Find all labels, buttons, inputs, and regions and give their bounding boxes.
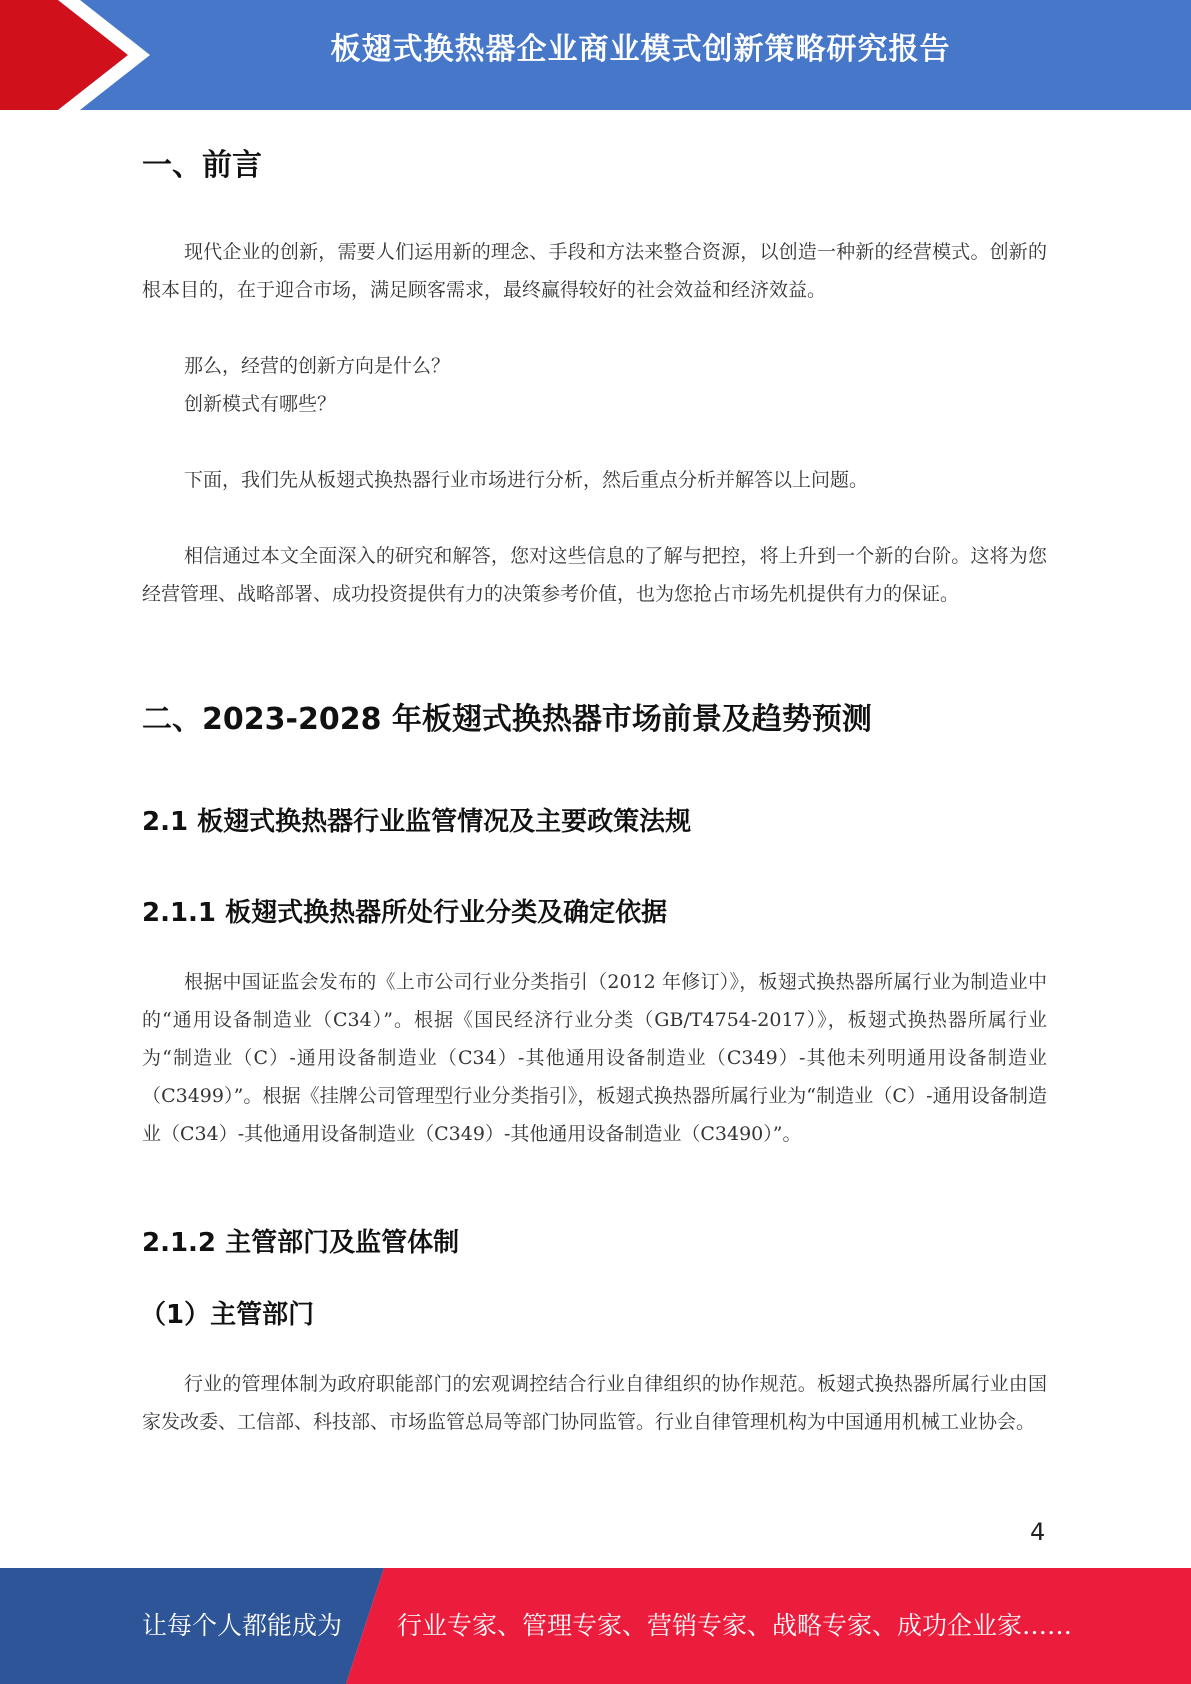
paragraph-preface-2: 下面，我们先从板翅式换热器行业市场进行分析，然后重点分析并解答以上问题。 bbox=[184, 469, 869, 491]
paragraph-sub-1: 行业的管理体制为政府职能部门的宏观调控结合行业自律组织的协作规范。板翅式换热器所属行业由国家发改委、工信部、科技部、市场监管总局等部门协同监管。行业自律管理机构为中国通用机械工业协会。 bbox=[142, 1373, 1047, 1433]
heading-preface: 一、前言 bbox=[142, 148, 262, 183]
heading-2-1: 2.1 板翅式换热器行业监管情况及主要政策法规 bbox=[142, 807, 692, 837]
footer-slogan-right: 行业专家、管理专家、营销专家、战略专家、成功企业家…… bbox=[397, 1611, 1073, 1640]
paragraph-question-2: 创新模式有哪些？ bbox=[184, 393, 337, 415]
heading-2-1-2: 2.1.2 主管部门及监管体制 bbox=[142, 1228, 460, 1258]
heading-2-1-1: 2.1.1 板翅式换热器所处行业分类及确定依据 bbox=[142, 898, 668, 928]
paragraph-2-1-1: 根据中国证监会发布的《上市公司行业分类指引（2012 年修订）》，板翅式换热器所属行业为制造业中的“通用设备制造业（C34）”。根据《国民经济行业分类（GB/T4754-2017）》，板翅式换热器所属行业为“制造业（C）-通用设备制造业（C34）-其他通用设备制造业（C349）-其他未列明通用设备制造业（C3499）”。根据《挂牌公司管理型行业分类指引》，板翅式换热器所属行业为“制造业（C）-通用设备制造业（C34）-其他通用设备制造业（C349）-其他通用设备制造业（C3490）”。 bbox=[142, 971, 1047, 1145]
page-header bbox=[0, 0, 1191, 110]
paragraph-preface-3: 相信通过本文全面深入的研究和解答，您对这些信息的了解与把控，将上升到一个新的台阶。这将为您经营管理、战略部署、成功投资提供有力的决策参考价值，也为您抢占市场先机提供有力的保证。 bbox=[142, 545, 1047, 605]
page-footer bbox=[0, 1568, 1191, 1684]
heading-forecast: 二、2023-2028 年板翅式换热器市场前景及趋势预测 bbox=[142, 702, 872, 737]
footer-slogan-left: 让每个人都能成为 bbox=[142, 1611, 343, 1640]
paragraph-preface-1: 现代企业的创新，需要人们运用新的理念、手段和方法来整合资源，以创造一种新的经营模式。创新的根本目的，在于迎合市场，满足顾客需求，最终赢得较好的社会效益和经济效益。 bbox=[142, 241, 1047, 301]
report-title: 板翅式换热器企业商业模式创新策略研究报告 bbox=[330, 32, 951, 67]
paragraph-question-1: 那么，经营的创新方向是什么？ bbox=[184, 355, 451, 377]
page-number: 4 bbox=[1030, 1518, 1046, 1546]
heading-sub-1: （1）主管部门 bbox=[140, 1300, 315, 1330]
